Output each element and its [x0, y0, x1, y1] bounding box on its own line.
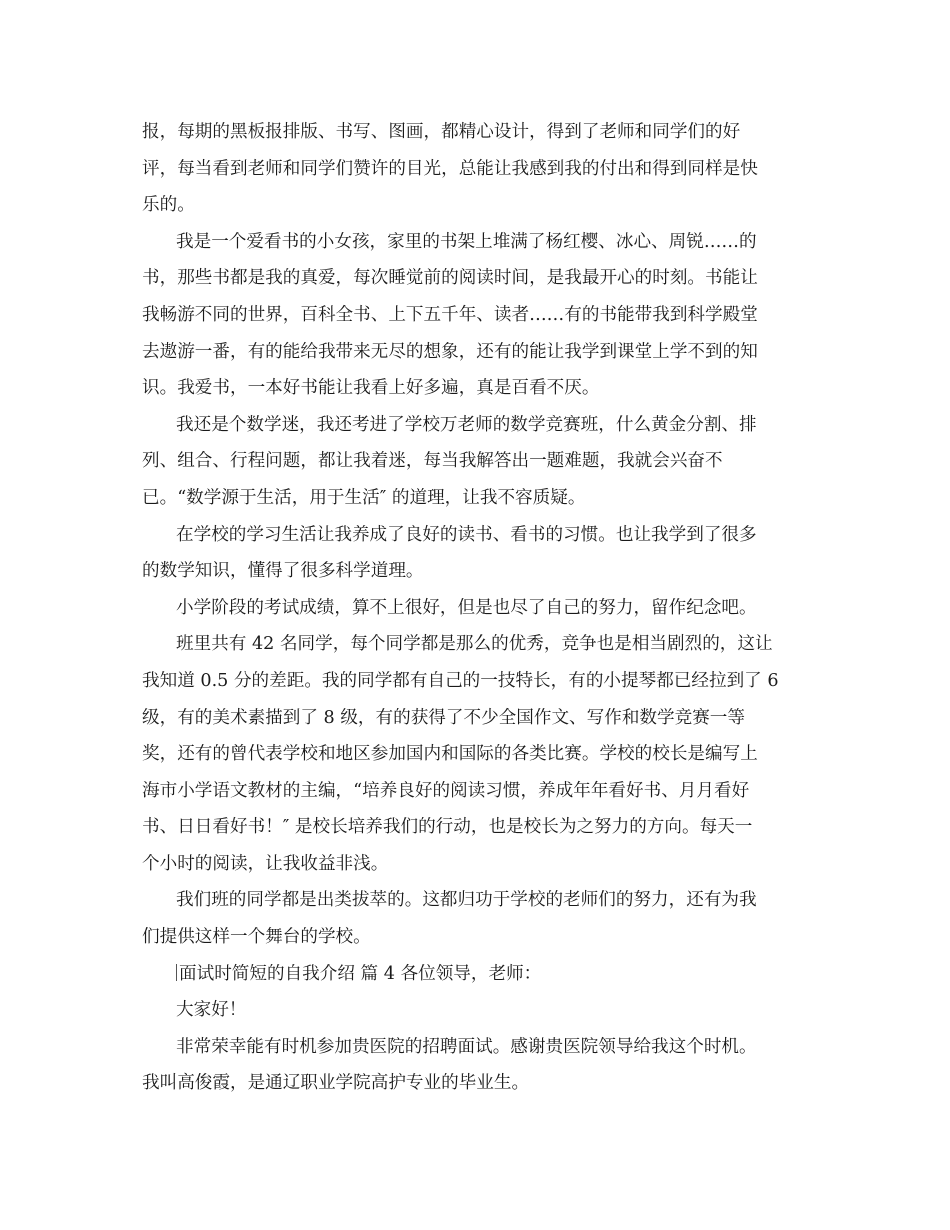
text-line: 评，每当看到老师和同学们赞许的目光，总能让我感到我的付出和得到同样是快	[142, 158, 758, 179]
text-line: 我知道 0.5 分的差距。我的同学都有自己的一技特长，有的小提琴都已经拉到了 6	[142, 670, 779, 691]
text-line: 级，有的美术素描到了 8 级，有的获得了不少全国作文、写作和数学竞赛一等	[142, 707, 745, 728]
text-line: 小学阶段的考试成绩，算不上很好，但是也尽了自己的努力，留作纪念吧。	[176, 597, 757, 618]
text-line: 列、组合、行程问题，都让我着迷，每当我解答出一题难题，我就会兴奋不	[142, 451, 723, 472]
text-line: 书，那些书都是我的真爱，每次睡觉前的阅读时间，是我最开心的时刻。书能让	[142, 268, 758, 289]
text-cursor-mark	[176, 964, 177, 981]
text-line: 我是一个爱看书的小女孩，家里的书架上堆满了杨红樱、冰心、周锐……的	[176, 231, 757, 252]
text-line: 的数学知识，懂得了很多科学道理。	[142, 561, 424, 582]
text-line: 已。“数学源于生活，用于生活″ 的道理，让我不容质疑。	[142, 487, 586, 508]
text-line: 去遨游一番，有的能给我带来无尽的想象，还有的能让我学到课堂上学不到的知	[142, 341, 758, 362]
text-line: 班里共有 42 名同学，每个同学都是那么的优秀，竞争也是相当剧烈的，这让	[176, 634, 773, 655]
text-line: 非常荣幸能有时机参加贵医院的招聘面试。感谢贵医院领导给我这个时机。	[176, 1036, 757, 1057]
text-line: 我们班的同学都是出类拔萃的。这都归功于学校的老师们的努力，还有为我	[176, 890, 757, 911]
section-heading-line	[142, 956, 806, 993]
text-line: 奖，还有的曾代表学校和地区参加国内和国际的各类比赛。学校的校长是编写上	[142, 744, 758, 765]
text-line: 在学校的学习生活让我养成了良好的读书、看书的习惯。也让我学到了很多	[176, 524, 757, 545]
text-line: 们提供这样一个舞台的学校。	[142, 927, 371, 948]
text-line: 大家好！	[176, 1000, 247, 1021]
text-line: 我叫高俊霞，是通辽职业学院高护专业的毕业生。	[142, 1073, 530, 1094]
text-line: 书、日日看好书！″ 是校长培养我们的行动，也是校长为之努力的方向。每天一	[142, 817, 753, 838]
text-line: 海市小学语文教材的主编，“培养良好的阅读习惯，养成年年看好书、月月看好	[142, 780, 750, 801]
text-line: 我畅游不同的世界，百科全书、上下五千年、读者……有的书能带我到科学殿堂	[142, 304, 758, 325]
text-line: 识。我爱书，一本好书能让我看上好多遍，真是百看不厌。	[142, 378, 600, 399]
text-line: 我还是个数学迷，我还考进了学校万老师的数学竞赛班，什么黄金分割、排	[176, 414, 757, 435]
document-body	[142, 114, 806, 1102]
section-heading-text: 面试时简短的自我介绍 篇 4 各位领导，老师：	[179, 963, 542, 984]
text-line: 乐的。	[142, 195, 195, 216]
text-line: 报，每期的黑板报排版、书写、图画，都精心设计，得到了老师和同学们的好	[142, 122, 741, 142]
text-line: 个小时的阅读，让我收益非浅。	[142, 853, 389, 874]
